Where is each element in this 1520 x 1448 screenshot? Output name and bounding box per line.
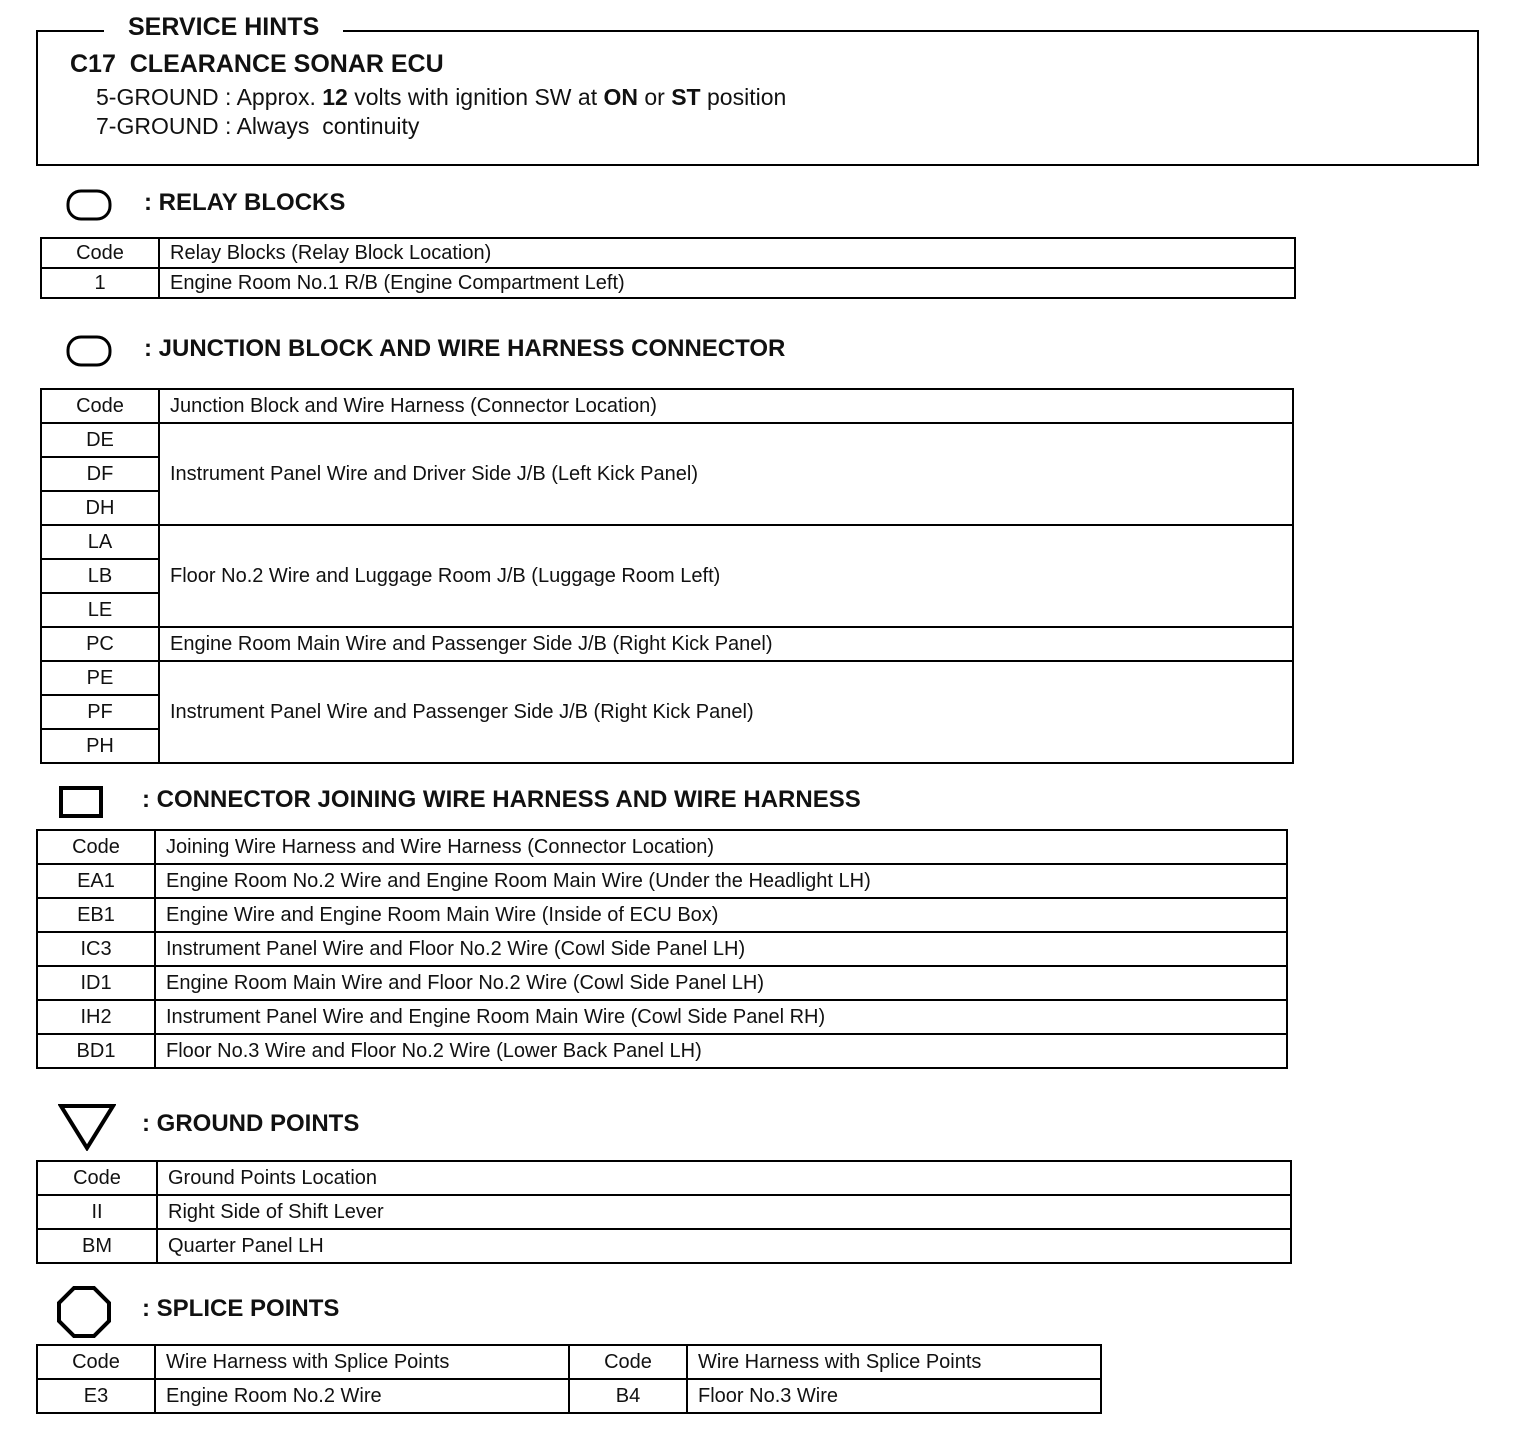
table-row (37, 1229, 1291, 1263)
code-header: Code (41, 389, 159, 423)
table-row (37, 932, 1287, 966)
table-row (37, 1000, 1287, 1034)
code-cell: DF (41, 457, 159, 491)
code-header: Code (569, 1345, 687, 1379)
triangle-down-icon (58, 1103, 116, 1151)
relay-blocks-table (40, 237, 1296, 299)
junction-blocks-heading: : JUNCTION BLOCK AND WIRE HARNESS CONNECTOR (144, 335, 786, 362)
table-row (41, 423, 1293, 457)
desc-cell: Engine Room No.2 Wire (155, 1379, 569, 1413)
relay-blocks-heading: : RELAY BLOCKS (144, 189, 346, 216)
connectors-heading: : CONNECTOR JOINING WIRE HARNESS AND WIRE HARNESS (142, 786, 861, 813)
code-cell: BD1 (37, 1034, 155, 1068)
code-cell: II (37, 1195, 157, 1229)
desc-cell: Floor No.3 Wire and Floor No.2 Wire (Lower Back Panel LH) (155, 1034, 1287, 1068)
hint-terminal: 7-GROUND : (96, 113, 237, 139)
hint-text: volts with ignition SW at (347, 84, 604, 110)
rect-icon (58, 785, 104, 819)
code-header: Code (41, 238, 159, 268)
hint-text: Always continuity (236, 113, 420, 139)
desc-header: Joining Wire Harness and Wire Harness (Connector Location) (155, 830, 1287, 864)
desc-header: Wire Harness with Splice Points (155, 1345, 569, 1379)
code-cell: E3 (37, 1379, 155, 1413)
table-row (41, 627, 1293, 661)
desc-cell: Instrument Panel Wire and Passenger Side J/B (Right Kick Panel) (159, 661, 1293, 763)
desc-cell: Engine Room Main Wire and Passenger Side J/B (Right Kick Panel) (159, 627, 1293, 661)
code-cell: ID1 (37, 966, 155, 1000)
desc-cell: Instrument Panel Wire and Driver Side J/B (Left Kick Panel) (159, 423, 1293, 525)
hint-text: Approx. (236, 84, 323, 110)
desc-cell: Floor No.3 Wire (687, 1379, 1101, 1413)
code-cell: LA (41, 525, 159, 559)
rounded-rect-icon (66, 189, 112, 221)
hint-text: position (700, 84, 787, 110)
code-cell: 1 (41, 268, 159, 298)
desc-cell: Instrument Panel Wire and Floor No.2 Wire (Cowl Side Panel LH) (155, 932, 1287, 966)
table-header-row (37, 830, 1287, 864)
code-cell: PE (41, 661, 159, 695)
table-row (37, 864, 1287, 898)
code-header: Code (37, 1161, 157, 1195)
code-cell: B4 (569, 1379, 687, 1413)
desc-header: Wire Harness with Splice Points (687, 1345, 1101, 1379)
table-header-row (41, 238, 1295, 268)
rounded-rect-icon (66, 335, 112, 367)
octagon-icon (56, 1285, 112, 1339)
code-cell: IC3 (37, 932, 155, 966)
hint-terminal: 5-GROUND : (96, 84, 237, 110)
code-cell: EB1 (37, 898, 155, 932)
splice-points-table (36, 1344, 1102, 1414)
table-header-row (37, 1161, 1291, 1195)
desc-cell: Quarter Panel LH (157, 1229, 1291, 1263)
code-cell: DE (41, 423, 159, 457)
component-title: C17 CLEARANCE SONAR ECU (70, 50, 444, 78)
hint-value: 12 (322, 84, 348, 110)
desc-cell: Engine Room No.2 Wire and Engine Room Main Wire (Under the Headlight LH) (155, 864, 1287, 898)
code-cell: PC (41, 627, 159, 661)
desc-cell: Engine Wire and Engine Room Main Wire (Inside of ECU Box) (155, 898, 1287, 932)
code-cell: PF (41, 695, 159, 729)
hint-text: or (637, 84, 672, 110)
code-header: Code (37, 1345, 155, 1379)
code-cell: BM (37, 1229, 157, 1263)
table-row (37, 898, 1287, 932)
hint-line-1 (96, 84, 786, 111)
table-row (37, 966, 1287, 1000)
table-row (41, 525, 1293, 559)
hint-line-2 (96, 113, 419, 140)
junction-blocks-table (40, 388, 1294, 764)
table-row (41, 661, 1293, 695)
desc-cell: Floor No.2 Wire and Luggage Room J/B (Luggage Room Left) (159, 525, 1293, 627)
table-row (41, 268, 1295, 298)
code-cell: LE (41, 593, 159, 627)
code-cell: DH (41, 491, 159, 525)
code-cell: IH2 (37, 1000, 155, 1034)
table-row (37, 1195, 1291, 1229)
hint-value: ON (603, 84, 638, 110)
desc-cell: Engine Room Main Wire and Floor No.2 Wire (Cowl Side Panel LH) (155, 966, 1287, 1000)
code-cell: LB (41, 559, 159, 593)
desc-header: Ground Points Location (157, 1161, 1291, 1195)
connectors-table (36, 829, 1288, 1069)
hint-value: ST (671, 84, 701, 110)
desc-cell: Right Side of Shift Lever (157, 1195, 1291, 1229)
table-row (37, 1034, 1287, 1068)
code-cell: EA1 (37, 864, 155, 898)
desc-cell: Engine Room No.1 R/B (Engine Compartment Left) (159, 268, 1295, 298)
ground-points-table (36, 1160, 1292, 1264)
desc-cell: Instrument Panel Wire and Engine Room Main Wire (Cowl Side Panel RH) (155, 1000, 1287, 1034)
service-hints-title: SERVICE HINTS (104, 12, 343, 42)
table-header-row (41, 389, 1293, 423)
splice-points-heading: : SPLICE POINTS (142, 1295, 340, 1322)
table-row (37, 1379, 1101, 1413)
code-header: Code (37, 830, 155, 864)
code-cell: PH (41, 729, 159, 763)
desc-header: Junction Block and Wire Harness (Connector Location) (159, 389, 1293, 423)
table-header-row (37, 1345, 1101, 1379)
ground-points-heading: : GROUND POINTS (142, 1110, 360, 1137)
desc-header: Relay Blocks (Relay Block Location) (159, 238, 1295, 268)
